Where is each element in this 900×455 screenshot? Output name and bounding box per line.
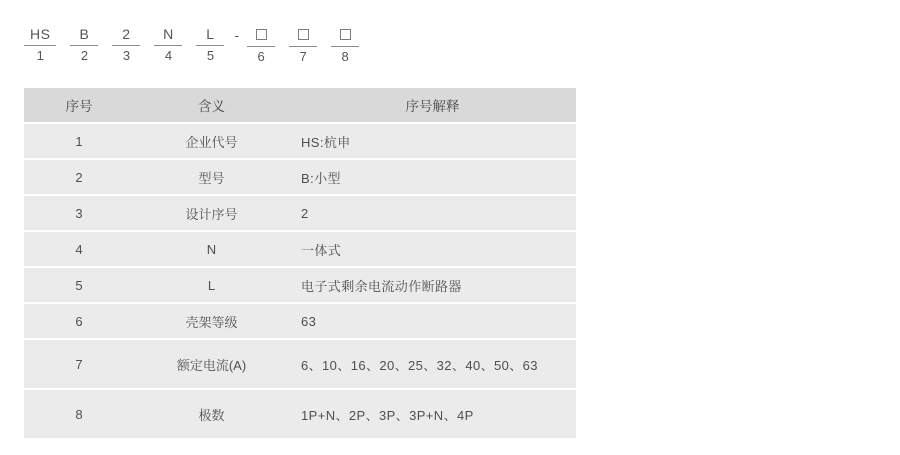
code-segment-1 <box>24 26 56 64</box>
table-row <box>24 160 576 194</box>
cell-number: 2 <box>24 160 134 194</box>
code-segment-8-box-icon <box>331 26 359 47</box>
model-code-table <box>24 88 576 438</box>
table-header-row <box>24 88 576 122</box>
code-segment-7-index: 7 <box>299 49 307 64</box>
code-segment-4-value: N <box>154 26 182 46</box>
cell-description: 电子式剩余电流动作断路器 <box>289 268 576 302</box>
code-segment-5-index: 5 <box>206 48 215 63</box>
code-segment-3-index: 3 <box>122 48 131 63</box>
cell-meaning: 型号 <box>134 160 289 194</box>
cell-description: 1P+N、2P、3P、3P+N、4P <box>289 390 576 438</box>
cell-meaning: N <box>134 232 289 266</box>
cell-meaning: 额定电流(A) <box>134 340 289 388</box>
code-segment-4 <box>154 26 182 64</box>
cell-description: 2 <box>289 196 576 230</box>
code-segment-8-index: 8 <box>341 49 349 64</box>
cell-number: 1 <box>24 124 134 158</box>
header-cell-description: 序号解释 <box>289 88 576 122</box>
cell-number: 6 <box>24 304 134 338</box>
cell-description: 6、10、16、20、25、32、40、50、63 <box>289 340 576 388</box>
cell-description: 63 <box>289 304 576 338</box>
code-separator-dash: - <box>234 27 240 43</box>
code-segment-3-value: 2 <box>112 26 140 46</box>
code-segment-1-value: HS <box>24 26 56 46</box>
code-segment-6-index: 6 <box>257 49 265 64</box>
code-segment-2-index: 2 <box>80 48 89 63</box>
code-segment-8 <box>331 26 359 65</box>
cell-meaning: 极数 <box>134 390 289 438</box>
code-segment-5 <box>196 26 224 64</box>
table-row <box>24 304 576 338</box>
table-head <box>24 88 576 122</box>
table-row <box>24 232 576 266</box>
code-segment-3 <box>112 26 140 64</box>
table-row <box>24 340 576 388</box>
cell-meaning: 壳架等级 <box>134 304 289 338</box>
table-row <box>24 390 576 438</box>
cell-number: 4 <box>24 232 134 266</box>
cell-meaning: 企业代号 <box>134 124 289 158</box>
code-segment-4-index: 4 <box>164 48 173 63</box>
cell-number: 8 <box>24 390 134 438</box>
code-segment-1-index: 1 <box>36 48 44 63</box>
code-segment-6-box-icon <box>247 26 275 47</box>
table-row <box>24 124 576 158</box>
cell-number: 5 <box>24 268 134 302</box>
table-row <box>24 196 576 230</box>
code-segment-2-value: B <box>70 26 98 46</box>
cell-meaning: 设计序号 <box>134 196 289 230</box>
cell-description: B:小型 <box>289 160 576 194</box>
table-body <box>24 122 576 438</box>
code-segment-7-box-icon <box>289 26 317 47</box>
cell-description: 一体式 <box>289 232 576 266</box>
code-segment-2 <box>70 26 98 64</box>
cell-number: 7 <box>24 340 134 388</box>
model-code-legend <box>24 26 373 65</box>
cell-meaning: L <box>134 268 289 302</box>
code-segment-7 <box>289 26 317 65</box>
code-segment-6 <box>247 26 275 65</box>
header-cell-number: 序号 <box>24 88 134 122</box>
header-cell-meaning: 含义 <box>134 88 289 122</box>
cell-number: 3 <box>24 196 134 230</box>
cell-description: HS:杭申 <box>289 124 576 158</box>
table-row <box>24 268 576 302</box>
code-segment-5-value: L <box>196 26 224 46</box>
